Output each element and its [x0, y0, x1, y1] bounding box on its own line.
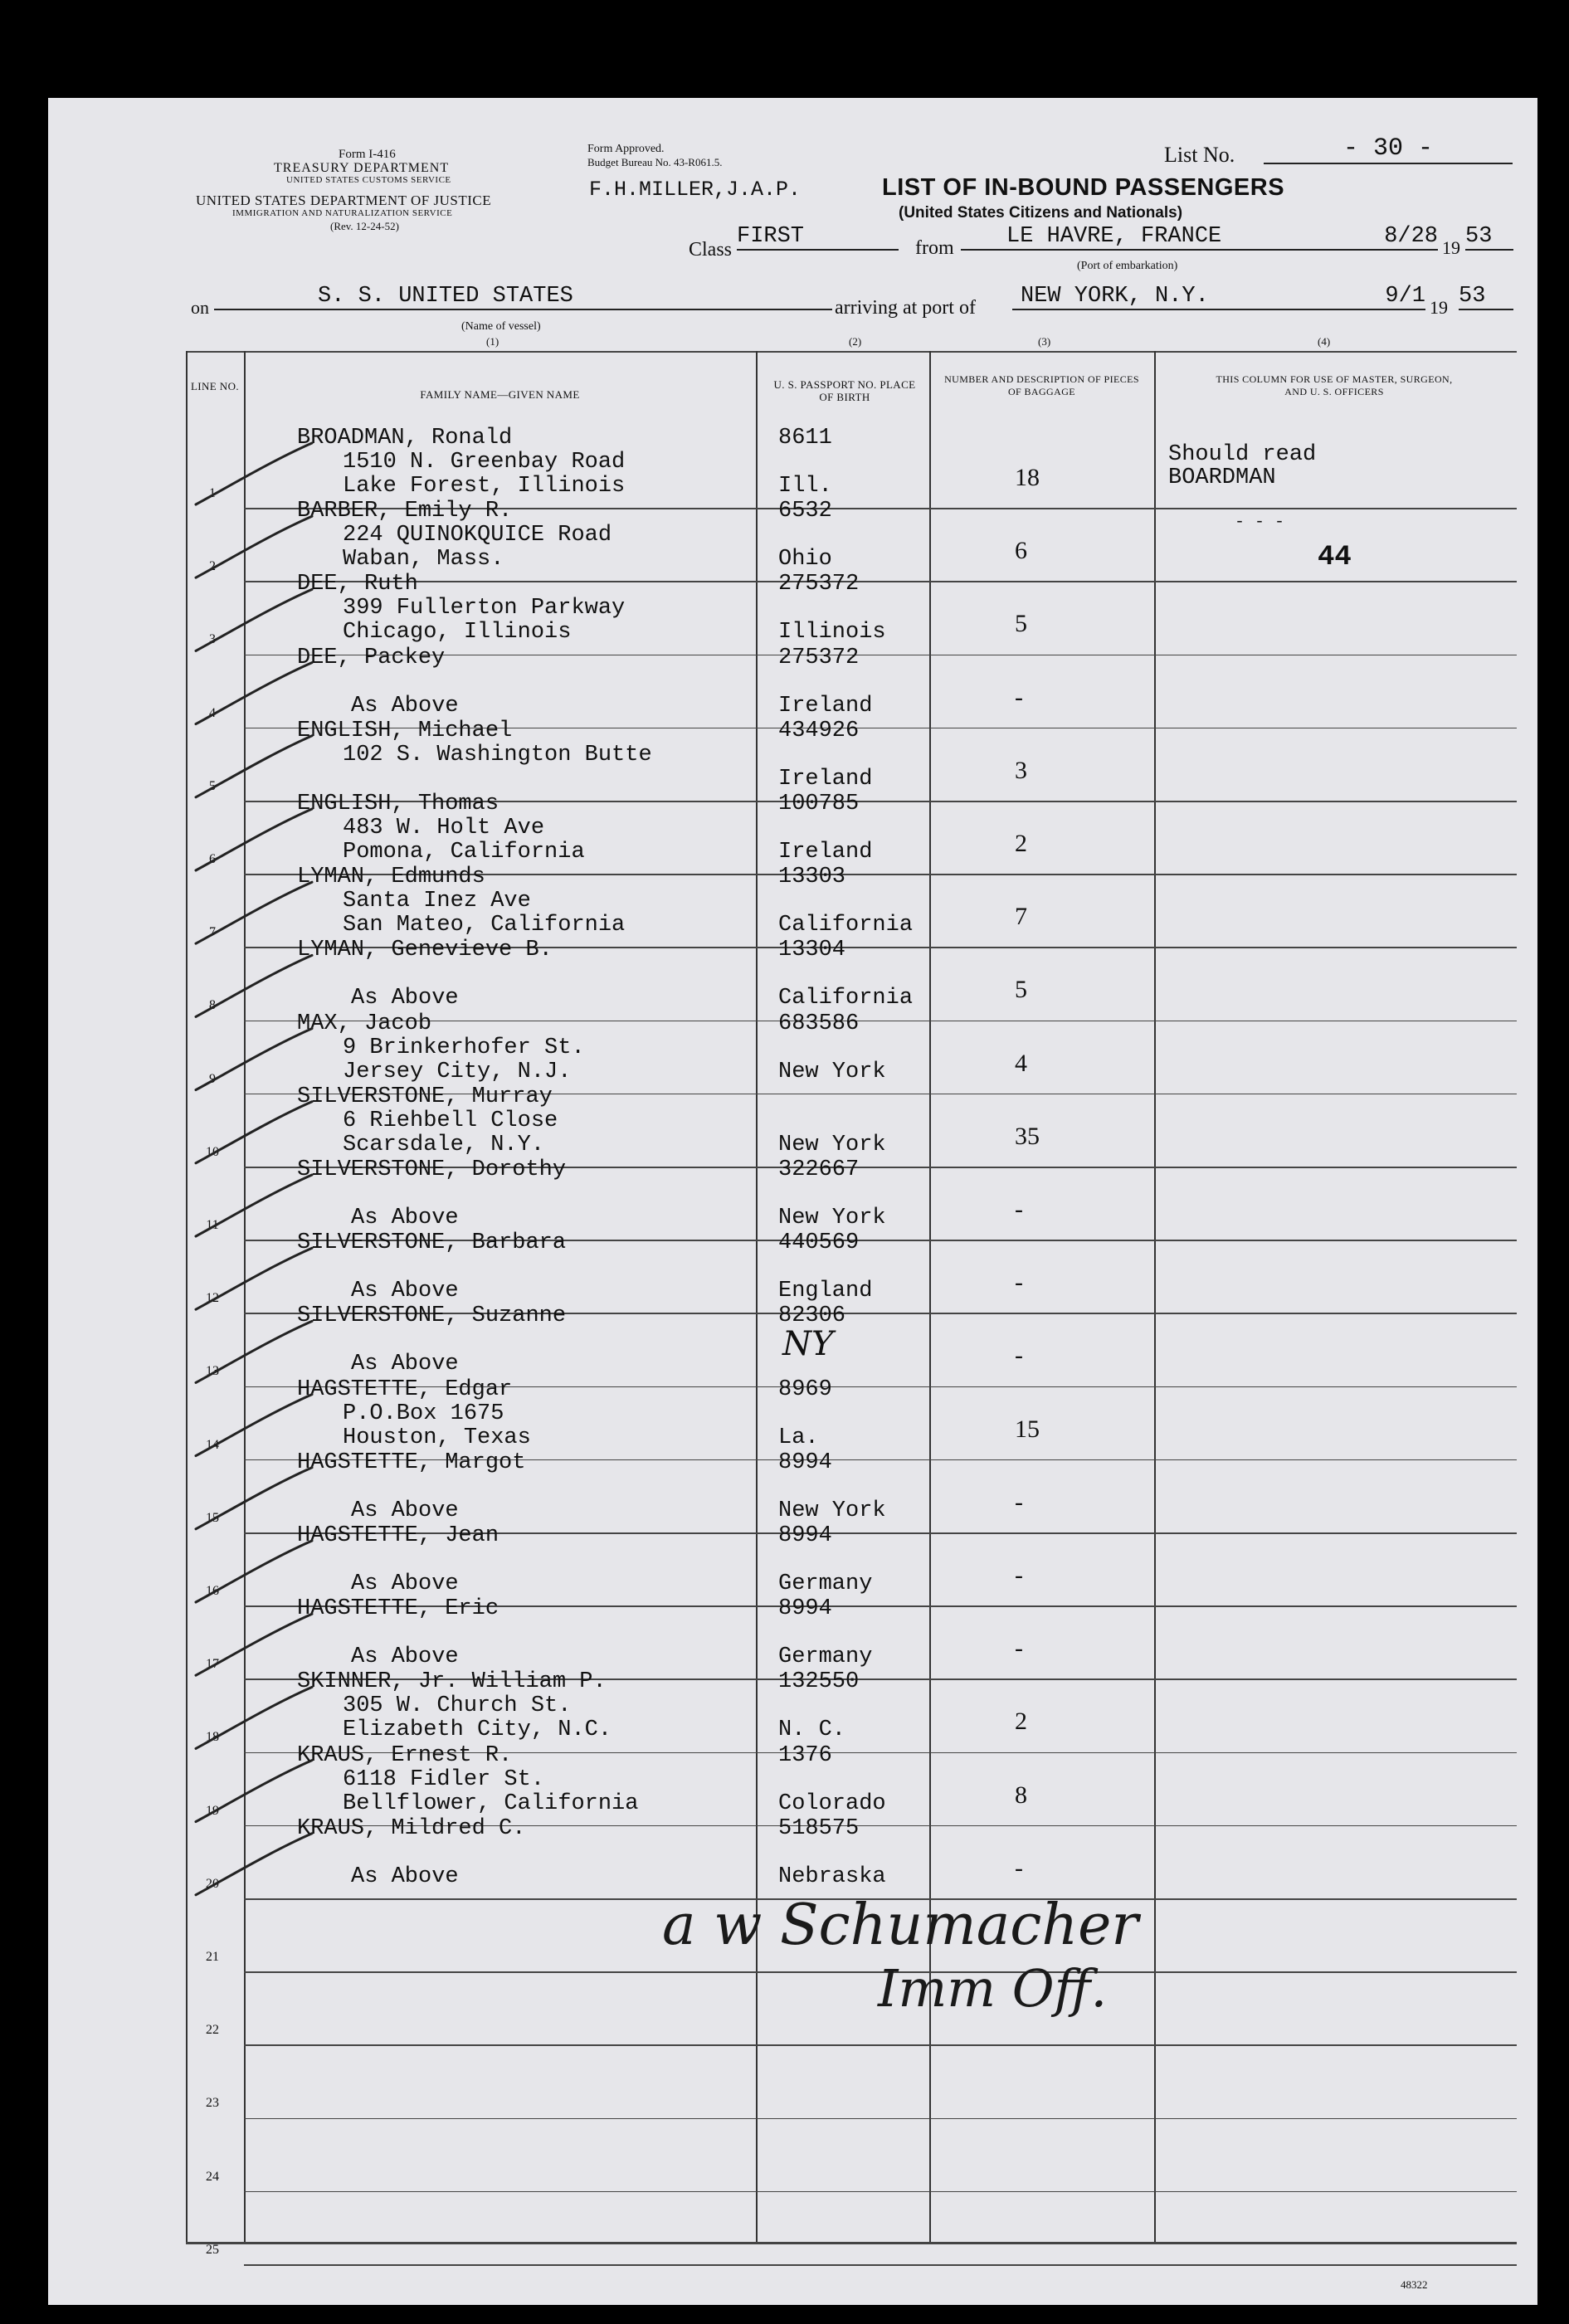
- address-line-2: San Mateo, California: [343, 913, 626, 938]
- address-line-2: Houston, Texas: [343, 1425, 531, 1450]
- address-line-1: 6118 Fidler St.: [343, 1766, 545, 1792]
- line-number: 14: [206, 1437, 219, 1452]
- agent-stamp: F.H.MILLER,J.A.P.: [589, 178, 802, 202]
- line-number: 1: [209, 486, 216, 500]
- line-number: 2: [209, 559, 216, 574]
- justice-dept: UNITED STATES DEPARTMENT OF JUSTICE: [196, 192, 492, 208]
- address-line-2: Lake Forest, Illinois: [343, 474, 626, 499]
- arrival-date: 9/1: [1328, 284, 1425, 310]
- baggage-count: -: [1015, 1196, 1023, 1223]
- budget-bureau: Budget Bureau No. 43-R061.5.: [587, 156, 723, 168]
- place-of-birth: Colorado: [778, 1791, 886, 1816]
- line-number: 6: [209, 852, 216, 866]
- passenger-name: DEE, Packey: [297, 645, 446, 670]
- address-line-2: As Above: [351, 693, 459, 719]
- signature: a w Schumacher: [662, 1893, 1138, 1958]
- arrival-year: 53: [1459, 284, 1513, 310]
- address-line-1: 305 W. Church St.: [343, 1693, 572, 1719]
- check-mark: [196, 1395, 312, 1456]
- baggage-count: 15: [1015, 1415, 1040, 1443]
- check-mark: [196, 1029, 312, 1090]
- passenger-name: HAGSTETTE, Margot: [297, 1449, 526, 1475]
- address-line-1: 9 Brinkerhofer St.: [343, 1035, 585, 1060]
- baggage-count: -: [1015, 1269, 1023, 1297]
- address-line-1: 1510 N. Greenbay Road: [343, 450, 626, 475]
- passport-number: 13304: [778, 938, 846, 963]
- baggage-count: -: [1015, 1562, 1023, 1589]
- line-number: 24: [206, 2169, 219, 2184]
- address-line-2: Jersey City, N.J.: [343, 1059, 572, 1084]
- address-line-2: Pomona, California: [343, 840, 585, 865]
- document-number: 48322: [1401, 2278, 1428, 2291]
- passenger-name: HAGSTETTE, Edgar: [297, 1376, 513, 1402]
- place-of-birth: NY: [782, 1325, 834, 1364]
- year-prefix: 19: [1430, 297, 1448, 318]
- customs-service: UNITED STATES CUSTOMS SERVICE: [286, 175, 451, 185]
- passport-number: 683586: [778, 1011, 860, 1036]
- passenger-name: BARBER, Emily R.: [297, 499, 513, 524]
- place-of-birth: New York: [778, 1206, 886, 1230]
- line-number: 17: [206, 1657, 219, 1672]
- passport-number: 132550: [778, 1669, 860, 1695]
- check-mark: [196, 1321, 312, 1382]
- address-line-2: As Above: [351, 1498, 459, 1523]
- passport-number: 322667: [778, 1157, 860, 1182]
- embark-port: LE HAVRE, FRANCE: [961, 224, 1326, 251]
- arriving-label: arriving at port of: [835, 297, 976, 319]
- baggage-count: 2: [1015, 1708, 1027, 1736]
- check-mark: [196, 1248, 312, 1309]
- line-number: 3: [209, 632, 216, 647]
- on-label: on: [191, 297, 209, 318]
- handwritten-marks: [48, 98, 1537, 2305]
- remark-should-read: Should read: [1168, 442, 1317, 467]
- signature-title: Imm Off.: [878, 1958, 1108, 2019]
- baggage-count: 6: [1015, 537, 1027, 565]
- address-line-1: 6 Riehbell Close: [343, 1108, 558, 1133]
- baggage-count: 5: [1015, 610, 1027, 638]
- passenger-name: SKINNER, Jr. William P.: [297, 1669, 607, 1695]
- address-line-2: As Above: [351, 1644, 459, 1670]
- passenger-name: BROADMAN, Ronald: [297, 426, 513, 451]
- passport-number: 275372: [778, 572, 860, 597]
- baggage-count: 35: [1015, 1122, 1040, 1150]
- place-of-birth: California: [778, 986, 914, 1011]
- line-number: 25: [206, 2242, 219, 2257]
- vessel-caption: (Name of vessel): [461, 320, 541, 333]
- passenger-name: KRAUS, Mildred C.: [297, 1815, 526, 1841]
- line-number: 18: [206, 1730, 219, 1745]
- baggage-count: 4: [1015, 1049, 1027, 1077]
- col-num-1: (1): [486, 335, 499, 348]
- year-prefix: 19: [1442, 237, 1460, 258]
- address-line-2: As Above: [351, 1864, 459, 1889]
- place-of-birth: New York: [778, 1059, 886, 1084]
- embark-date: 8/28: [1326, 224, 1438, 251]
- baggage-count: 5: [1015, 976, 1027, 1004]
- col-officers: THIS COLUMN FOR USE OF MASTER, SURGEON, AND U. S. OFFICERS: [1216, 373, 1453, 397]
- passenger-name: HAGSTETTE, Jean: [297, 1523, 499, 1548]
- address-line-2: Elizabeth City, N.C.: [343, 1717, 612, 1743]
- line-number: 7: [209, 925, 216, 940]
- col-baggage: NUMBER AND DESCRIPTION OF PIECES OF BAGGAGE: [944, 373, 1139, 397]
- address-line-1: 102 S. Washington Butte: [343, 742, 652, 767]
- page-subtitle: (United States Citizens and Nationals): [899, 204, 1183, 222]
- passenger-name: KRAUS, Ernest R.: [297, 1742, 513, 1768]
- col-num-3: (3): [1038, 335, 1051, 348]
- baggage-count: -: [1015, 1488, 1023, 1516]
- baggage-count: 7: [1015, 903, 1027, 931]
- passenger-name: SILVERSTONE, Suzanne: [297, 1303, 567, 1329]
- place-of-birth: Germany: [778, 1571, 873, 1596]
- form-number: Form I-416: [339, 148, 396, 161]
- baggage-count: 18: [1015, 464, 1040, 491]
- remark-boardman: BOARDMAN: [1168, 465, 1276, 490]
- passport-number: 8994: [778, 1596, 832, 1622]
- place-of-birth: Illinois: [778, 620, 886, 646]
- address-line-2: Chicago, Illinois: [343, 620, 572, 646]
- embark-year: 53: [1465, 224, 1513, 251]
- address-line-2: As Above: [351, 1206, 459, 1230]
- place-of-birth: New York: [778, 1498, 886, 1523]
- line-number: 11: [206, 1218, 219, 1232]
- baggage-count: 3: [1015, 756, 1027, 784]
- check-mark: [196, 1541, 312, 1602]
- line-number: 8: [209, 998, 216, 1013]
- address-line-1: P.O.Box 1675: [343, 1401, 504, 1426]
- place-of-birth: England: [778, 1279, 873, 1304]
- line-number: 9: [209, 1071, 216, 1086]
- place-of-birth: Ireland: [778, 693, 873, 719]
- address-line-1: Santa Inez Ave: [343, 889, 531, 914]
- passenger-name: SILVERSTONE, Barbara: [297, 1230, 567, 1256]
- address-line-2: As Above: [351, 1279, 459, 1304]
- place-of-birth: New York: [778, 1132, 886, 1157]
- place-of-birth: La.: [778, 1425, 819, 1450]
- place-of-birth: N. C.: [778, 1717, 846, 1743]
- place-of-birth: Germany: [778, 1644, 873, 1670]
- list-number: - 30 -: [1264, 134, 1513, 164]
- check-mark: [196, 1761, 312, 1822]
- baggage-count: -: [1015, 1342, 1023, 1370]
- arrival-port: NEW YORK, N.Y.: [1012, 284, 1328, 310]
- from-label: from: [915, 237, 954, 259]
- passenger-name: SILVERSTONE, Dorothy: [297, 1157, 567, 1182]
- check-mark: [196, 663, 312, 724]
- baggage-count: -: [1015, 683, 1023, 711]
- baggage-count: 2: [1015, 830, 1027, 857]
- address-line-1: 399 Fullerton Parkway: [343, 596, 626, 621]
- page-title: LIST OF IN-BOUND PASSENGERS: [882, 174, 1285, 201]
- passport-number: 518575: [778, 1815, 860, 1841]
- passport-number: 8994: [778, 1449, 832, 1475]
- address-line-1: 224 QUINOKQUICE Road: [343, 523, 612, 548]
- check-mark: [196, 955, 312, 1016]
- address-line-2: Waban, Mass.: [343, 547, 504, 572]
- check-mark: [196, 1175, 312, 1236]
- check-mark: [196, 443, 312, 504]
- passport-number: 8611: [778, 426, 832, 451]
- line-number: 16: [206, 1584, 219, 1598]
- passport-number: 1376: [778, 1742, 832, 1768]
- treasury-dept: TREASURY DEPARTMENT: [274, 161, 450, 175]
- passenger-name: SILVERSTONE, Murray: [297, 1084, 553, 1109]
- line-number: 10: [206, 1144, 219, 1159]
- passenger-name: ENGLISH, Michael: [297, 718, 513, 743]
- line-number: 5: [209, 778, 216, 793]
- address-line-1: 483 W. Holt Ave: [343, 816, 545, 840]
- passenger-name: HAGSTETTE, Eric: [297, 1596, 499, 1622]
- address-line-2: Scarsdale, N.Y.: [343, 1132, 545, 1157]
- col-num-4: (4): [1318, 335, 1331, 348]
- place-of-birth: Ill.: [778, 474, 832, 499]
- passport-number: 8994: [778, 1523, 832, 1548]
- line-number: 22: [206, 2023, 219, 2038]
- check-mark: [196, 1834, 312, 1895]
- check-mark: [196, 1687, 312, 1748]
- passenger-list-page: [48, 98, 1537, 2305]
- passport-number: 275372: [778, 645, 860, 670]
- check-mark: [196, 736, 312, 797]
- passport-number: 82306: [778, 1303, 846, 1329]
- col-line-no: LINE NO.: [190, 380, 240, 392]
- place-of-birth: California: [778, 913, 914, 938]
- address-line-2: Bellflower, California: [343, 1791, 639, 1816]
- revision-date: (Rev. 12-24-52): [330, 220, 399, 232]
- check-mark: [196, 516, 312, 577]
- passenger-name: DEE, Ruth: [297, 572, 418, 597]
- passenger-name: ENGLISH, Thomas: [297, 792, 499, 816]
- ins-service: IMMIGRATION AND NATURALIZATION SERVICE: [232, 208, 453, 218]
- col-num-2: (2): [849, 335, 862, 348]
- passport-number: 100785: [778, 792, 860, 816]
- passport-number: 8969: [778, 1376, 832, 1402]
- place-of-birth: Ireland: [778, 766, 873, 792]
- col-name: FAMILY NAME—GIVEN NAME: [420, 388, 580, 401]
- passport-number: 440569: [778, 1230, 860, 1256]
- passenger-name: MAX, Jacob: [297, 1011, 432, 1036]
- vessel-name: S. S. UNITED STATES: [214, 284, 832, 310]
- check-mark: [196, 1614, 312, 1675]
- remark-number: 44: [1318, 542, 1352, 573]
- check-mark: [196, 809, 312, 870]
- line-number: 13: [206, 1364, 219, 1379]
- line-number: 12: [206, 1291, 219, 1306]
- baggage-count: -: [1015, 1854, 1023, 1882]
- line-number: 21: [206, 1950, 219, 1964]
- line-number: 4: [209, 705, 216, 720]
- class-label: Class: [689, 239, 733, 261]
- baggage-count: 8: [1015, 1781, 1027, 1809]
- form-approved: Form Approved.: [587, 143, 665, 155]
- list-no-label: List No.: [1164, 143, 1235, 167]
- line-number: 23: [206, 2096, 219, 2111]
- port-embark-caption: (Port of embarkation): [1077, 260, 1178, 272]
- check-mark: [196, 1468, 312, 1529]
- line-number: 15: [206, 1510, 219, 1525]
- address-line-2: As Above: [351, 986, 459, 1011]
- place-of-birth: Ireland: [778, 840, 873, 865]
- place-of-birth: Ohio: [778, 547, 832, 572]
- passport-number: 6532: [778, 499, 832, 524]
- place-of-birth: Nebraska: [778, 1864, 886, 1889]
- address-line-2: As Above: [351, 1352, 459, 1377]
- passport-number: 434926: [778, 718, 860, 743]
- remark-dashes: - - -: [1235, 513, 1285, 532]
- address-line-2: As Above: [351, 1571, 459, 1596]
- baggage-count: -: [1015, 1635, 1023, 1663]
- check-mark: [196, 1102, 312, 1163]
- class-value: FIRST: [737, 224, 899, 251]
- passenger-name: LYMAN, Edmunds: [297, 865, 485, 890]
- passport-number: 13303: [778, 865, 846, 890]
- col-passport: U. S. PASSPORT NO. PLACE OF BIRTH: [773, 378, 916, 403]
- line-number: 19: [206, 1803, 219, 1818]
- passenger-name: LYMAN, Genevieve B.: [297, 938, 553, 963]
- line-number: 20: [206, 1876, 219, 1891]
- check-mark: [196, 882, 312, 943]
- check-mark: [196, 589, 312, 650]
